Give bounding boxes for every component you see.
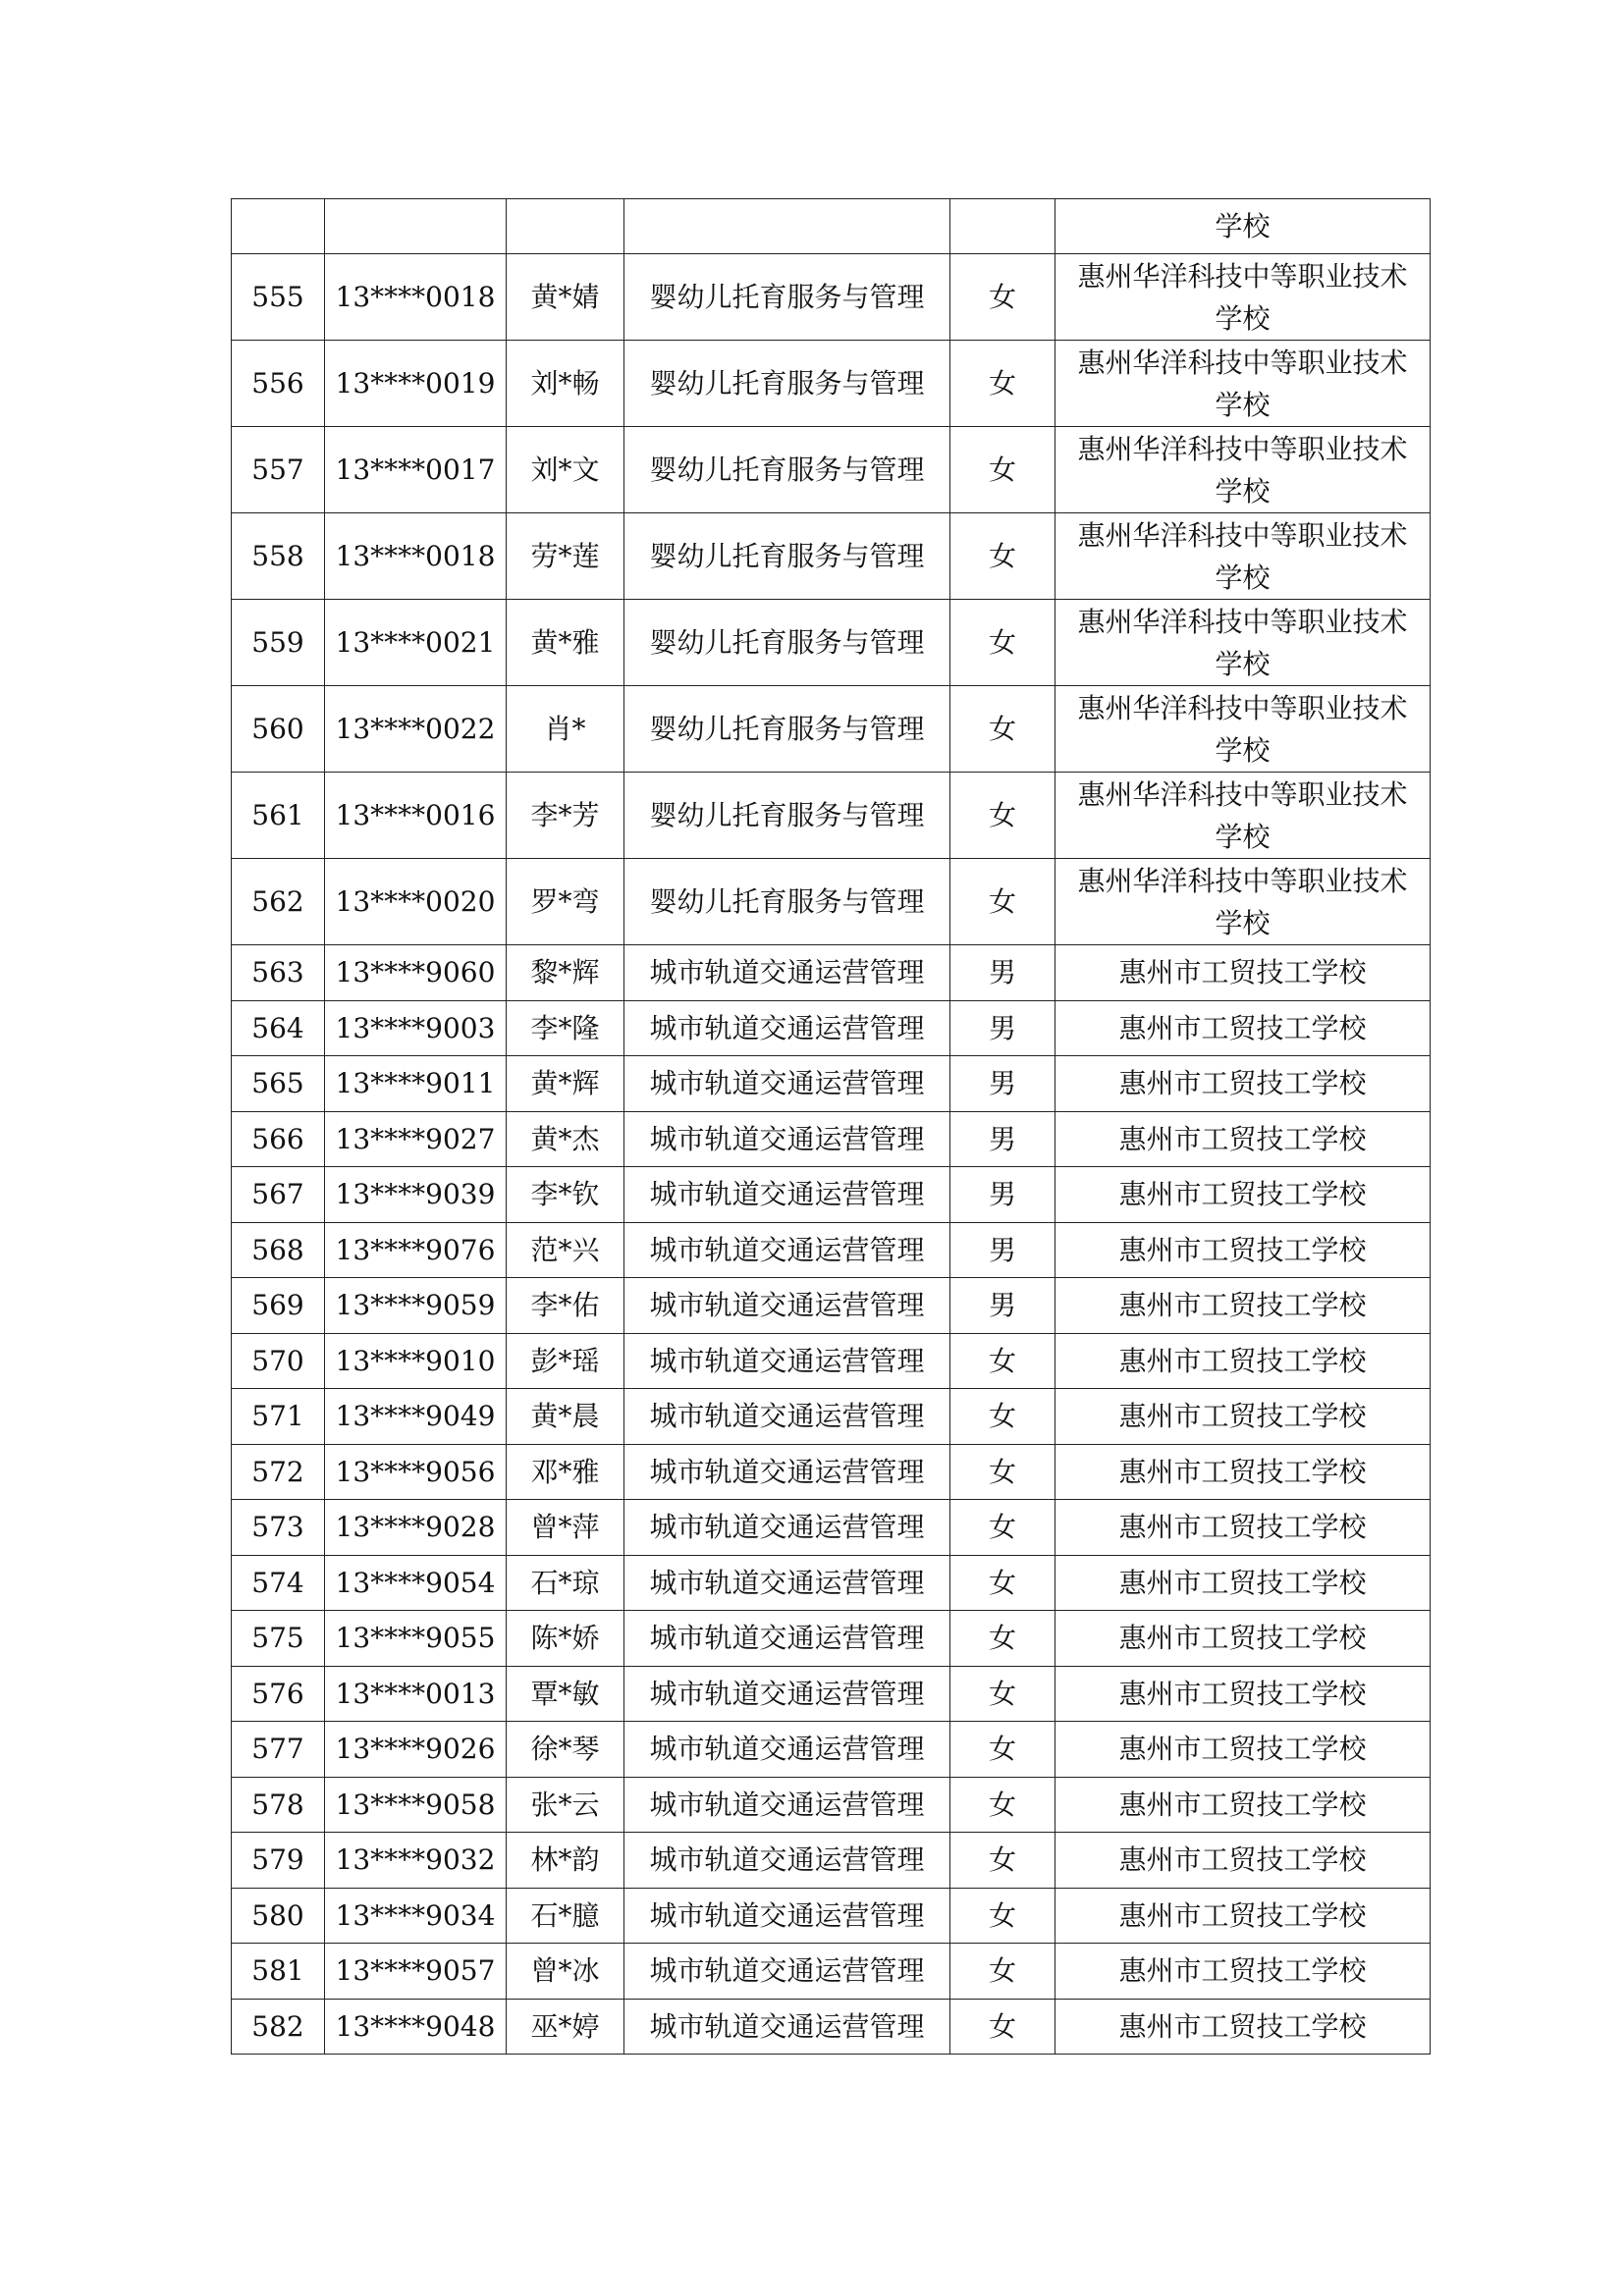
cell-no xyxy=(232,199,325,254)
table-row xyxy=(232,1666,1431,1722)
cell-phone: 13****9055 xyxy=(325,1611,507,1667)
cell-phone: 13****0019 xyxy=(325,341,507,427)
cell-name: 邓*雅 xyxy=(507,1444,624,1500)
cell-no: 565 xyxy=(232,1056,325,1112)
cell-no: 556 xyxy=(232,341,325,427)
cell-phone: 13****9054 xyxy=(325,1555,507,1611)
table-row xyxy=(232,1555,1431,1611)
cell-school: 惠州市工贸技工学校 xyxy=(1056,1056,1431,1112)
table-row xyxy=(232,1833,1431,1889)
cell-name: 石*臆 xyxy=(507,1888,624,1944)
cell-no: 575 xyxy=(232,1611,325,1667)
cell-phone: 13****0021 xyxy=(325,600,507,686)
cell-school: 惠州市工贸技工学校 xyxy=(1056,1944,1431,2000)
table-row xyxy=(232,1999,1431,2055)
cell-major: 城市轨道交通运营管理 xyxy=(624,1833,950,1889)
cell-name: 巫*婷 xyxy=(507,1999,624,2055)
cell-major: 城市轨道交通运营管理 xyxy=(624,1389,950,1445)
cell-school: 惠州市工贸技工学校 xyxy=(1056,1167,1431,1223)
cell-gender: 男 xyxy=(950,1000,1056,1056)
cell-gender: 男 xyxy=(950,1167,1056,1223)
cell-major: 城市轨道交通运营管理 xyxy=(624,1167,950,1223)
cell-major: 婴幼儿托育服务与管理 xyxy=(624,513,950,600)
cell-major: 婴幼儿托育服务与管理 xyxy=(624,341,950,427)
cell-name: 李*佑 xyxy=(507,1278,624,1334)
cell-name: 肖* xyxy=(507,686,624,773)
cell-major: 城市轨道交通运营管理 xyxy=(624,1278,950,1334)
cell-name: 范*兴 xyxy=(507,1222,624,1278)
cell-no: 559 xyxy=(232,600,325,686)
cell-phone: 13****9058 xyxy=(325,1777,507,1833)
table-row xyxy=(232,1278,1431,1334)
cell-no: 581 xyxy=(232,1944,325,2000)
cell-school: 惠州市工贸技工学校 xyxy=(1056,1222,1431,1278)
cell-name: 林*韵 xyxy=(507,1833,624,1889)
cell-name: 黄*雅 xyxy=(507,600,624,686)
cell-phone: 13****9028 xyxy=(325,1500,507,1556)
cell-gender: 女 xyxy=(950,1666,1056,1722)
table-row-continued xyxy=(232,199,1431,254)
cell-name: 曾*冰 xyxy=(507,1944,624,2000)
cell-school: 惠州市工贸技工学校 xyxy=(1056,1278,1431,1334)
cell-name: 李*芳 xyxy=(507,773,624,859)
cell-gender: 女 xyxy=(950,1555,1056,1611)
cell-school: 惠州市工贸技工学校 xyxy=(1056,1777,1431,1833)
cell-major: 城市轨道交通运营管理 xyxy=(624,1666,950,1722)
cell-gender: 女 xyxy=(950,600,1056,686)
cell-school: 惠州华洋科技中等职业技术学校 xyxy=(1056,686,1431,773)
cell-major: 城市轨道交通运营管理 xyxy=(624,1056,950,1112)
cell-major: 城市轨道交通运营管理 xyxy=(624,1111,950,1167)
cell-phone: 13****0020 xyxy=(325,859,507,945)
cell-phone: 13****9039 xyxy=(325,1167,507,1223)
cell-school: 惠州市工贸技工学校 xyxy=(1056,1333,1431,1389)
cell-name: 黄*晨 xyxy=(507,1389,624,1445)
cell-phone: 13****0016 xyxy=(325,773,507,859)
cell-school: 惠州市工贸技工学校 xyxy=(1056,1111,1431,1167)
cell-no: 577 xyxy=(232,1722,325,1778)
cell-no: 571 xyxy=(232,1389,325,1445)
cell-name: 徐*琴 xyxy=(507,1722,624,1778)
table-row xyxy=(232,1444,1431,1500)
table-row xyxy=(232,254,1431,341)
cell-no: 567 xyxy=(232,1167,325,1223)
cell-gender: 女 xyxy=(950,686,1056,773)
cell-school: 惠州市工贸技工学校 xyxy=(1056,1000,1431,1056)
table-row xyxy=(232,341,1431,427)
cell-name: 黄*婧 xyxy=(507,254,624,341)
table-row xyxy=(232,1500,1431,1556)
cell-major: 城市轨道交通运营管理 xyxy=(624,1944,950,2000)
cell-major: 婴幼儿托育服务与管理 xyxy=(624,859,950,945)
cell-phone: 13****9049 xyxy=(325,1389,507,1445)
cell-gender: 女 xyxy=(950,1777,1056,1833)
cell-major xyxy=(624,199,950,254)
cell-major: 城市轨道交通运营管理 xyxy=(624,1777,950,1833)
cell-phone: 13****9026 xyxy=(325,1722,507,1778)
cell-phone: 13****0013 xyxy=(325,1666,507,1722)
cell-gender: 男 xyxy=(950,1278,1056,1334)
cell-gender: 女 xyxy=(950,341,1056,427)
cell-phone: 13****9056 xyxy=(325,1444,507,1500)
cell-phone: 13****9076 xyxy=(325,1222,507,1278)
cell-no: 573 xyxy=(232,1500,325,1556)
cell-no: 564 xyxy=(232,1000,325,1056)
cell-gender: 女 xyxy=(950,1833,1056,1889)
table-row xyxy=(232,686,1431,773)
cell-phone xyxy=(325,199,507,254)
cell-phone: 13****9010 xyxy=(325,1333,507,1389)
cell-school: 惠州市工贸技工学校 xyxy=(1056,1500,1431,1556)
cell-no: 568 xyxy=(232,1222,325,1278)
cell-major: 城市轨道交通运营管理 xyxy=(624,1444,950,1500)
table-row xyxy=(232,1000,1431,1056)
cell-gender: 男 xyxy=(950,1056,1056,1112)
cell-school: 惠州华洋科技中等职业技术学校 xyxy=(1056,427,1431,513)
cell-school: 惠州市工贸技工学校 xyxy=(1056,1444,1431,1500)
cell-major: 城市轨道交通运营管理 xyxy=(624,945,950,1001)
cell-no: 560 xyxy=(232,686,325,773)
cell-phone: 13****9059 xyxy=(325,1278,507,1334)
roster-body xyxy=(232,199,1431,2055)
cell-major: 城市轨道交通运营管理 xyxy=(624,1222,950,1278)
cell-name: 李*隆 xyxy=(507,1000,624,1056)
cell-name: 石*琼 xyxy=(507,1555,624,1611)
cell-major: 婴幼儿托育服务与管理 xyxy=(624,600,950,686)
cell-gender: 女 xyxy=(950,1389,1056,1445)
cell-name: 黄*杰 xyxy=(507,1111,624,1167)
cell-gender: 女 xyxy=(950,1888,1056,1944)
table-row xyxy=(232,945,1431,1001)
cell-major: 婴幼儿托育服务与管理 xyxy=(624,427,950,513)
cell-no: 555 xyxy=(232,254,325,341)
cell-school: 惠州市工贸技工学校 xyxy=(1056,1611,1431,1667)
table-row xyxy=(232,600,1431,686)
cell-name: 李*钦 xyxy=(507,1167,624,1223)
cell-gender: 女 xyxy=(950,1999,1056,2055)
table-row xyxy=(232,1111,1431,1167)
cell-no: 572 xyxy=(232,1444,325,1500)
cell-name: 曾*萍 xyxy=(507,1500,624,1556)
cell-gender: 女 xyxy=(950,427,1056,513)
cell-name xyxy=(507,199,624,254)
cell-no: 566 xyxy=(232,1111,325,1167)
cell-no: 576 xyxy=(232,1666,325,1722)
cell-major: 城市轨道交通运营管理 xyxy=(624,1722,950,1778)
cell-gender: 女 xyxy=(950,254,1056,341)
cell-major: 城市轨道交通运营管理 xyxy=(624,1000,950,1056)
cell-phone: 13****9060 xyxy=(325,945,507,1001)
cell-phone: 13****9011 xyxy=(325,1056,507,1112)
cell-major: 城市轨道交通运营管理 xyxy=(624,1333,950,1389)
table-row xyxy=(232,1167,1431,1223)
cell-major: 城市轨道交通运营管理 xyxy=(624,1888,950,1944)
cell-phone: 13****9034 xyxy=(325,1888,507,1944)
cell-gender: 女 xyxy=(950,1500,1056,1556)
table-row xyxy=(232,1777,1431,1833)
cell-no: 580 xyxy=(232,1888,325,1944)
table-row xyxy=(232,427,1431,513)
cell-no: 562 xyxy=(232,859,325,945)
cell-name: 罗*弯 xyxy=(507,859,624,945)
cell-no: 563 xyxy=(232,945,325,1001)
cell-phone: 13****9032 xyxy=(325,1833,507,1889)
cell-phone: 13****9003 xyxy=(325,1000,507,1056)
table-row xyxy=(232,1056,1431,1112)
cell-no: 570 xyxy=(232,1333,325,1389)
cell-gender: 女 xyxy=(950,513,1056,600)
table-row xyxy=(232,1389,1431,1445)
cell-gender: 女 xyxy=(950,773,1056,859)
cell-name: 覃*敏 xyxy=(507,1666,624,1722)
table-row xyxy=(232,1722,1431,1778)
cell-phone: 13****0017 xyxy=(325,427,507,513)
cell-school: 惠州市工贸技工学校 xyxy=(1056,1389,1431,1445)
cell-major: 婴幼儿托育服务与管理 xyxy=(624,254,950,341)
cell-major: 城市轨道交通运营管理 xyxy=(624,1555,950,1611)
cell-gender: 女 xyxy=(950,1444,1056,1500)
student-roster-table xyxy=(231,198,1431,2055)
cell-phone: 13****9048 xyxy=(325,1999,507,2055)
cell-name: 刘*文 xyxy=(507,427,624,513)
table-row xyxy=(232,1888,1431,1944)
cell-school: 惠州市工贸技工学校 xyxy=(1056,1555,1431,1611)
cell-school: 惠州华洋科技中等职业技术学校 xyxy=(1056,341,1431,427)
cell-school: 惠州华洋科技中等职业技术学校 xyxy=(1056,859,1431,945)
table-row xyxy=(232,1222,1431,1278)
cell-gender: 女 xyxy=(950,1611,1056,1667)
table-row xyxy=(232,1944,1431,2000)
cell-gender: 男 xyxy=(950,1222,1056,1278)
cell-no: 569 xyxy=(232,1278,325,1334)
cell-gender: 女 xyxy=(950,1944,1056,2000)
cell-name: 张*云 xyxy=(507,1777,624,1833)
cell-phone: 13****0018 xyxy=(325,254,507,341)
cell-school: 学校 xyxy=(1056,199,1431,254)
cell-school: 惠州市工贸技工学校 xyxy=(1056,1666,1431,1722)
cell-major: 城市轨道交通运营管理 xyxy=(624,1500,950,1556)
cell-no: 578 xyxy=(232,1777,325,1833)
cell-name: 黎*辉 xyxy=(507,945,624,1001)
cell-gender: 女 xyxy=(950,859,1056,945)
cell-name: 刘*畅 xyxy=(507,341,624,427)
cell-major: 婴幼儿托育服务与管理 xyxy=(624,686,950,773)
cell-gender: 男 xyxy=(950,1111,1056,1167)
cell-gender xyxy=(950,199,1056,254)
cell-phone: 13****0018 xyxy=(325,513,507,600)
cell-gender: 女 xyxy=(950,1722,1056,1778)
cell-name: 黄*辉 xyxy=(507,1056,624,1112)
cell-no: 582 xyxy=(232,1999,325,2055)
table-row xyxy=(232,1333,1431,1389)
cell-phone: 13****9057 xyxy=(325,1944,507,2000)
cell-major: 婴幼儿托育服务与管理 xyxy=(624,773,950,859)
cell-no: 561 xyxy=(232,773,325,859)
cell-school: 惠州市工贸技工学校 xyxy=(1056,1722,1431,1778)
cell-major: 城市轨道交通运营管理 xyxy=(624,1611,950,1667)
cell-school: 惠州市工贸技工学校 xyxy=(1056,1999,1431,2055)
cell-phone: 13****0022 xyxy=(325,686,507,773)
cell-phone: 13****9027 xyxy=(325,1111,507,1167)
table-row xyxy=(232,773,1431,859)
cell-school: 惠州华洋科技中等职业技术学校 xyxy=(1056,773,1431,859)
cell-school: 惠州市工贸技工学校 xyxy=(1056,1888,1431,1944)
cell-no: 558 xyxy=(232,513,325,600)
cell-no: 574 xyxy=(232,1555,325,1611)
cell-gender: 女 xyxy=(950,1333,1056,1389)
cell-major: 城市轨道交通运营管理 xyxy=(624,1999,950,2055)
cell-school: 惠州华洋科技中等职业技术学校 xyxy=(1056,254,1431,341)
table-row xyxy=(232,1611,1431,1667)
cell-school: 惠州华洋科技中等职业技术学校 xyxy=(1056,600,1431,686)
cell-name: 劳*莲 xyxy=(507,513,624,600)
table-row xyxy=(232,513,1431,600)
cell-no: 579 xyxy=(232,1833,325,1889)
cell-school: 惠州华洋科技中等职业技术学校 xyxy=(1056,513,1431,600)
cell-no: 557 xyxy=(232,427,325,513)
cell-name: 陈*娇 xyxy=(507,1611,624,1667)
cell-school: 惠州市工贸技工学校 xyxy=(1056,1833,1431,1889)
cell-school: 惠州市工贸技工学校 xyxy=(1056,945,1431,1001)
table-row xyxy=(232,859,1431,945)
cell-gender: 男 xyxy=(950,945,1056,1001)
cell-name: 彭*瑶 xyxy=(507,1333,624,1389)
